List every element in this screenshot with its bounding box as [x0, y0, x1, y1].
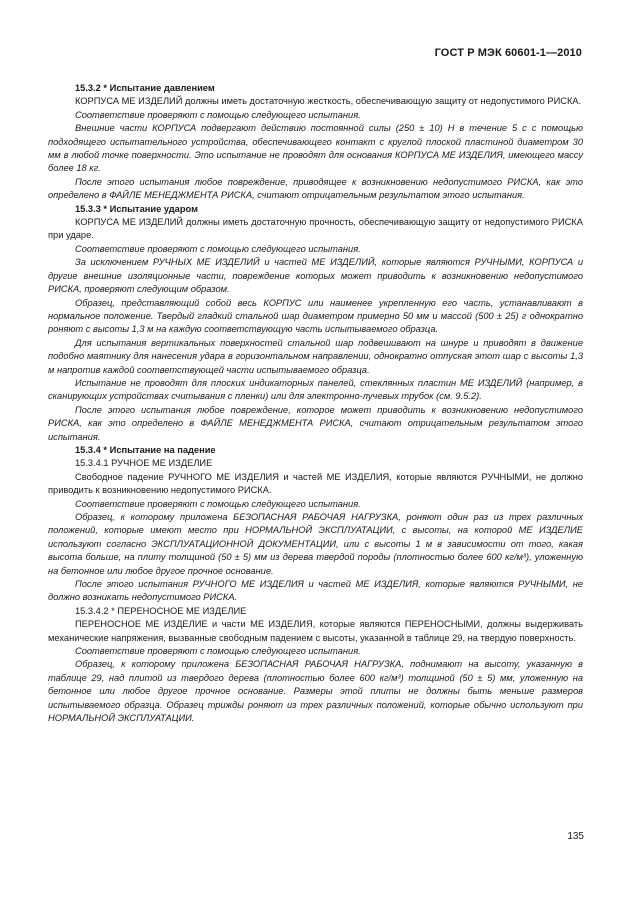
paragraph: После этого испытания любое повреждение, которое может приводить к возникновению недопустимого РИСКА, как это определено в ФАЙЛЕ МЕНЕДЖМЕНТА РИСКА, считают отрицательным результатом этого испытания.: [48, 404, 583, 442]
paragraph: КОРПУСА МЕ ИЗДЕЛИЙ должны иметь достаточную жесткость, обеспечивающую защиту от недопустимого РИСКА.: [75, 96, 582, 107]
paragraph: Внешние части КОРПУСА подвергают действию постоянной силы (250 ± 10) Н в течение 5 с с помощью подходящего испытательного устройства, обеспечивающего контакт с круглой плоской пластиной диаметром 30 мм в любой точке поверхности. Это испытание не проводят для основания КОРПУСА МЕ ИЗДЕЛИЯ, имеющего массу более 18 кг.: [48, 123, 583, 174]
section-heading: 15.3.3 * Испытание ударом: [75, 203, 198, 214]
paragraph: За исключением РУЧНЫХ МЕ ИЗДЕЛИЙ и частей МЕ ИЗДЕЛИЙ, которые являются РУЧНЫМИ, КОРПУСА и другие внешние изоляционные части, повреждение которых может приводить к возникновению недопустимого РИСКА, проверяют следующим образом.: [48, 257, 583, 295]
paragraph: После этого испытания РУЧНОГО МЕ ИЗДЕЛИЯ и частей МЕ ИЗДЕЛИЯ, которые являются РУЧНЫМИ, не должно возникать недопустимого РИСКА.: [48, 579, 583, 603]
paragraph: 15.3.4.1 РУЧНОЕ МЕ ИЗДЕЛИЕ: [75, 458, 213, 469]
paragraph: Образец, к которому приложена БЕЗОПАСНАЯ РАБОЧАЯ НАГРУЗКА, роняют один раз из трех различных положений, которые имеют место при НОРМАЛЬНОЙ ЭКСПЛУАТАЦИИ, с высоты, на которой МЕ ИЗДЕЛИЕ используют согласно ЭКСПЛУАТАЦИОННОЙ ДОКУМЕНТАЦИИ, или с высоты 1 м в зависимости от того, какая высота больше, на плиту толщиной (50 ± 5) мм из дерева твердой породы (плотностью более 600 кг/м³), уложенную на бетонное или любое другое прочное основание.: [48, 512, 583, 576]
paragraph: Соответствие проверяют с помощью следующего испытания.: [75, 498, 361, 509]
paragraph: 15.3.4.2 * ПЕРЕНОСНОЕ МЕ ИЗДЕЛИЕ: [75, 605, 247, 616]
paragraph: Для испытания вертикальных поверхностей стальной шар подвешивают на шнуре и приводят в движение подобно маятнику для нанесения удара в горизонтальном направлении, однократно отпуская этот шар с высоты 1,3 м напротив каждой соответствующей части испытываемого образца.: [48, 337, 583, 375]
standard-header: ГОСТ Р МЭК 60601-1—2010: [434, 47, 582, 59]
section-heading: 15.3.4 * Испытание на падение: [75, 444, 216, 455]
paragraph: Соответствие проверяют с помощью следующего испытания.: [75, 646, 361, 657]
paragraph: Соответствие проверяют с помощью следующего испытания.: [75, 243, 361, 254]
paragraph: Образец, представляющий собой весь КОРПУС или наименее укрепленную его часть, устанавливают в нормальное положение. Твердый гладкий стальной шар диаметром примерно 50 мм и массой (500 ± 25) г однократно роняют с высоты 1,3 м на каждую соответствующую часть испытываемого образца.: [48, 297, 583, 335]
paragraph: Образец, к которому приложена БЕЗОПАСНАЯ РАБОЧАЯ НАГРУЗКА, поднимают на высоту, указанную в таблице 29, над плитой из твердого дерева (плотностью более 600 кг/м³) толщиной (50 ± 5) мм, уложенную на бетонное или любое другое прочное основание. Размеры этой плиты не должны быть меньше размеров испытываемого образца. Образец трижды роняют из трех различных положений, которые обычно используют при НОРМАЛЬНОЙ ЭКСПЛУАТАЦИИ.: [48, 659, 583, 724]
section-heading: 15.3.2 * Испытание давлением: [75, 83, 215, 93]
page-body: [48, 82, 583, 726]
paragraph: КОРПУСА МЕ ИЗДЕЛИЙ должны иметь достаточную прочность, обеспечивающую защиту от недопустимого РИСКА при ударе.: [48, 217, 583, 241]
paragraph: Свободное падение РУЧНОГО МЕ ИЗДЕЛИЯ и частей МЕ ИЗДЕЛИЯ, которые являются РУЧНЫМИ, не должно приводить к возникновению недопустимого РИСКА.: [48, 471, 583, 496]
paragraph: Испытание не проводят для плоских индикаторных панелей, стеклянных пластин МЕ ИЗДЕЛИЙ (например, в сканирующих устройствах считывания с пленки) или для электронно-лучевых трубок (см. 9.5.2).: [48, 377, 583, 402]
page-number: 135: [567, 831, 584, 842]
paragraph: После этого испытания любое повреждение, приводящее к возникновению недопустимого РИСКА, как это определено в ФАЙЛЕ МЕНЕДЖМЕНТА РИСКА, считают отрицательным результатом этого испытания.: [48, 176, 583, 201]
paragraph: ПЕРЕНОСНОЕ МЕ ИЗДЕЛИЕ и части МЕ ИЗДЕЛИЯ, которые являются ПЕРЕНОСНЫМИ, должны выдерживать механические напряжения, вызванные свободным падением с высоты, указанной в таблице 29, на твердую поверхность.: [48, 619, 583, 643]
paragraph: Соответствие проверяют с помощью следующего испытания.: [75, 109, 361, 120]
